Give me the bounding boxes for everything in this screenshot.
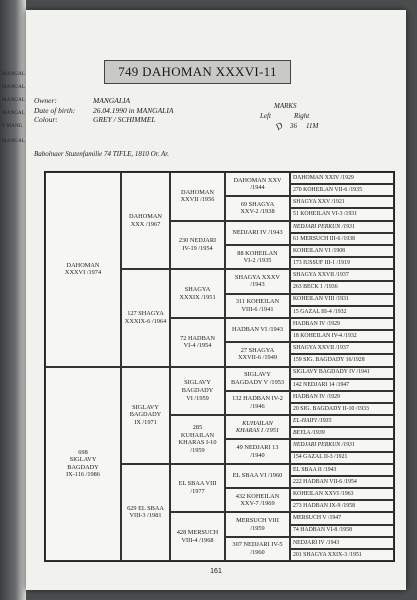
gen5-cell: 61 MERSUCH III-6 /1938 — [290, 233, 394, 245]
gen5-cell: 263 BECK 1 /1936 — [290, 281, 394, 293]
mare-family: Babolnaer Stutenfamilie 74 TIFLE, 1810 Or. Ar. — [34, 150, 170, 158]
gen5-cell: 159 SIG. BAGDADY 16/1928 — [290, 354, 394, 366]
gen4-cell: 49 NEDJARI 13 /1940 — [225, 439, 290, 463]
gen5-cell: 273 HADBAN IX-9 /1958 — [290, 500, 394, 512]
adjacent-page-label: T MANG — [2, 124, 23, 129]
adjacent-page-label: MANGAL — [2, 98, 26, 103]
gen5-cell: KOHEILAN XXVI /1963 — [290, 488, 394, 500]
gen5-cell: 74 HADBAN VI-8 /1958 — [290, 525, 394, 537]
gen5-cell: NEDJARI PERKUN /1931 — [290, 439, 394, 451]
gen3-cell: 428 MERSUCH VIII-4 /1968 — [170, 512, 225, 561]
gen4-cell: SHAGYA XXXV /1943 — [225, 269, 290, 293]
adjacent-page-label: MANGAL — [2, 85, 26, 90]
gen2-cell: 127 SHAGYA XXXIX-6 /1964 — [121, 269, 170, 366]
gen4-cell: HADBAN VI /1943 — [225, 318, 290, 342]
adjacent-page-label: MANGAL — [2, 111, 26, 116]
gen5-cell: SHAGYA XXVII /1937 — [290, 342, 394, 354]
adjacent-page-label: MANGAL — [2, 139, 26, 144]
gen5-cell: 201 SHAGYA XXIX-3 /1951 — [290, 549, 394, 561]
gen1-cell: 698 SIGLAVY BAGDADY IX-116 /1986 — [45, 367, 121, 562]
gen3-cell: 230 NEDJARI IV-19 /1954 — [170, 221, 225, 270]
gen5-cell: SHAGYA XXV /1921 — [290, 196, 394, 208]
gen5-cell: EL SBAA II /1943 — [290, 464, 394, 476]
gen2-cell: 629 EL SBAA VIII-3 /1981 — [121, 464, 170, 561]
gen5-cell: MERSUCH V /1947 — [290, 512, 394, 524]
birth-row — [34, 106, 173, 116]
gen4-cell: MERSUCH VIII /1959 — [225, 512, 290, 536]
colour-row — [34, 115, 173, 125]
adjacent-page-label: MANGAL — [2, 72, 26, 77]
marks-right-label: Right — [294, 112, 310, 120]
gen4-cell: NEDJARI IV /1943 — [225, 221, 290, 245]
gen5-cell: 20 SIG. BAGDADY II-10 /1933 — [290, 403, 394, 415]
gen4-cell: 307 NEDJARI IV-5 /1960 — [225, 537, 290, 561]
pedigree-table — [44, 171, 395, 562]
gen5-cell: 15 GAZAL III-4 /1932 — [290, 306, 394, 318]
marks-left-value: 36 — [290, 122, 297, 130]
gen4-cell: 88 KOHEILAN VI-2 /1935 — [225, 245, 290, 269]
gen5-cell: 270 KOHEILAN VII-6 /1935 — [290, 184, 394, 196]
gen4-cell: 132 HADBAN IV-2 /1946 — [225, 391, 290, 415]
gen5-cell: 18 KOHEILAN IV-4 /1932 — [290, 330, 394, 342]
gen4-cell: SIGLAVY BAGDADY V /1953 — [225, 367, 290, 391]
marks-right-value: 11M — [306, 122, 319, 130]
gen4-cell: 432 KOHEILAN XXV-7 /1969 — [225, 488, 290, 512]
marks-left-label: Left — [260, 112, 271, 120]
colour-value: GREY / SCHIMMEL — [93, 115, 156, 124]
gen5-cell: KOHEILAN VI /1908 — [290, 245, 394, 257]
gen5-cell: BEYLA /1939 — [290, 427, 394, 439]
gen3-cell: EL SBAA VIII /1977 — [170, 464, 225, 513]
colour-label: Colour: — [34, 115, 58, 124]
document-page — [26, 10, 406, 590]
gen4-cell: 69 SHAGYA XXV-2 /1938 — [225, 196, 290, 220]
gen3-cell: SIGLAVY BAGDADY VI /1959 — [170, 367, 225, 416]
gen3-cell: DAHOMAN XXVII /1956 — [170, 172, 225, 221]
adjacent-page-edge — [0, 0, 26, 600]
gen5-cell: NEDJARI IV /1943 — [290, 537, 394, 549]
marks-title: MARKS — [274, 102, 297, 110]
gen3-cell: 285 KUHAILAN KHARAS I-10 /1959 — [170, 415, 225, 464]
gen5-cell: SIGLAVY BAGDADY IV /1941 — [290, 367, 394, 379]
gen1-cell: DAHOMAN XXXVI /1974 — [45, 172, 121, 367]
gen5-cell: DAHOMAN XXIV /1929 — [290, 172, 394, 184]
brand-mark: D — [273, 120, 285, 133]
gen5-cell: HADBAN IV /1929 — [290, 318, 394, 330]
gen5-cell: 51 KOHEILAN VI-3 /1931 — [290, 208, 394, 220]
gen5-cell: EL-HAIFI /1935 — [290, 415, 394, 427]
gen4-cell: DAHOMAN XXV /1944 — [225, 172, 290, 196]
owner-value: MANGALIA — [93, 96, 131, 105]
page-number: 161 — [210, 568, 222, 575]
page-title: 749 DAHOMAN XXXVI-11 — [104, 60, 291, 84]
gen5-cell: KOHEILAN VIII /1931 — [290, 294, 394, 306]
birth-value: 26.04.1990 in MANGALIA — [93, 105, 174, 115]
gen5-cell: 142 NEDJARI 14 /1947 — [290, 379, 394, 391]
gen3-cell: 72 HADBAN VI-4 /1954 — [170, 318, 225, 367]
gen5-cell: HADBAN IV /1929 — [290, 391, 394, 403]
gen5-cell: SHAGYA XXVII /1937 — [290, 269, 394, 281]
gen3-cell: SHAGYA XXXIX /1951 — [170, 269, 225, 318]
gen5-cell: 154 GAZAL II-3 /1921 — [290, 452, 394, 464]
gen5-cell: 173 IUSSUF III-1 /1919 — [290, 257, 394, 269]
gen2-cell: SIGLAVY BAGDADY IX /1971 — [121, 367, 170, 464]
gen4-cell: EL SBAA VI /1960 — [225, 464, 290, 488]
owner-row — [34, 96, 173, 106]
gen4-cell: KUHAILAN KHARAS I /1951 — [225, 415, 290, 439]
gen4-cell: 311 KOHEILAN VIII-6 /1941 — [225, 294, 290, 318]
gen4-cell: 27 SHAGYA XXVII-6 /1949 — [225, 342, 290, 366]
gen5-cell: 222 HADBAN VII-6 /1954 — [290, 476, 394, 488]
birth-label: Date of birth: — [34, 105, 76, 115]
owner-label: Owner: — [34, 96, 57, 105]
gen2-cell: DAHOMAN XXX /1967 — [121, 172, 170, 269]
horse-info — [34, 96, 173, 125]
gen5-cell: NEDJARI PERKUN /1931 — [290, 221, 394, 233]
